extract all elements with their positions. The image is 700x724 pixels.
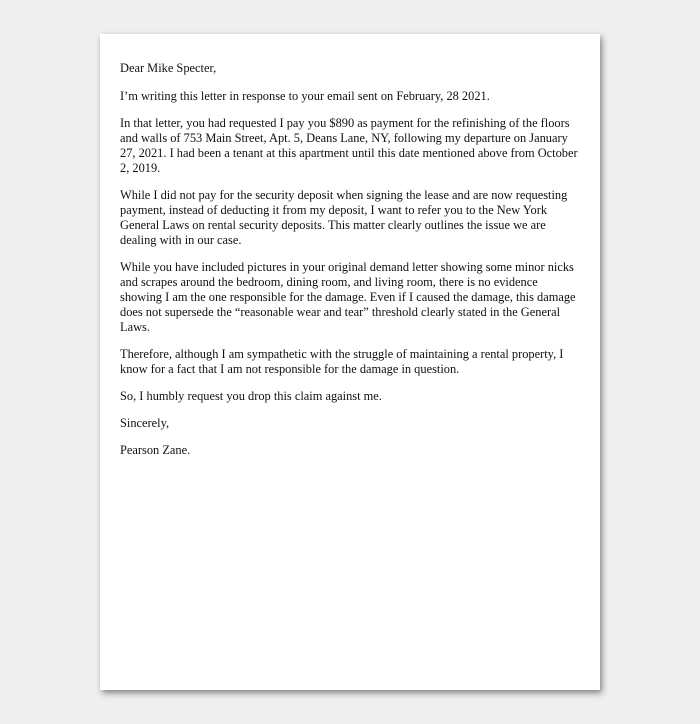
closing: Sincerely, — [120, 416, 170, 430]
paragraph-payment-request: In that letter, you had requested I pay you $890 as payment for the refinishing of the floors and walls of 753 Main Street, Apt. 5, Deans Lane, NY, following my departure on January 27, 2021. I had been a tenant at this apartment until this date mentioned above from October 2, 2019. — [120, 116, 578, 175]
letter-page — [100, 34, 600, 690]
paragraph-security-deposit: While I did not pay for the security deposit when signing the lease and are now requesting payment, instead of deducting it from my deposit, I want to refer you to the New York General Laws on rental security deposits. This matter clearly outlines the issue we are dealing with in our case. — [120, 188, 568, 247]
signature: Pearson Zane. — [120, 443, 191, 457]
paragraph-email-reference: I’m writing this letter in response to your email sent on February, 28 2021. — [120, 89, 490, 103]
salutation: Dear Mike Specter, — [120, 61, 217, 75]
paragraph-request-drop-claim: So, I humbly request you drop this claim against me. — [120, 389, 382, 403]
paragraph-damage-evidence: While you have included pictures in your original demand letter showing some minor nicks and scrapes around the bedroom, dining room, and living room, there is no evidence showing I am the one responsible for the damage. Even if I caused the damage, this damage does not supersede the “reasonable wear and tear” threshold clearly stated in the General Laws. — [120, 260, 576, 334]
paragraph-not-responsible: Therefore, although I am sympathetic with the struggle of maintaining a rental property, I know for a fact that I am not responsible for the damage in question. — [120, 347, 564, 376]
